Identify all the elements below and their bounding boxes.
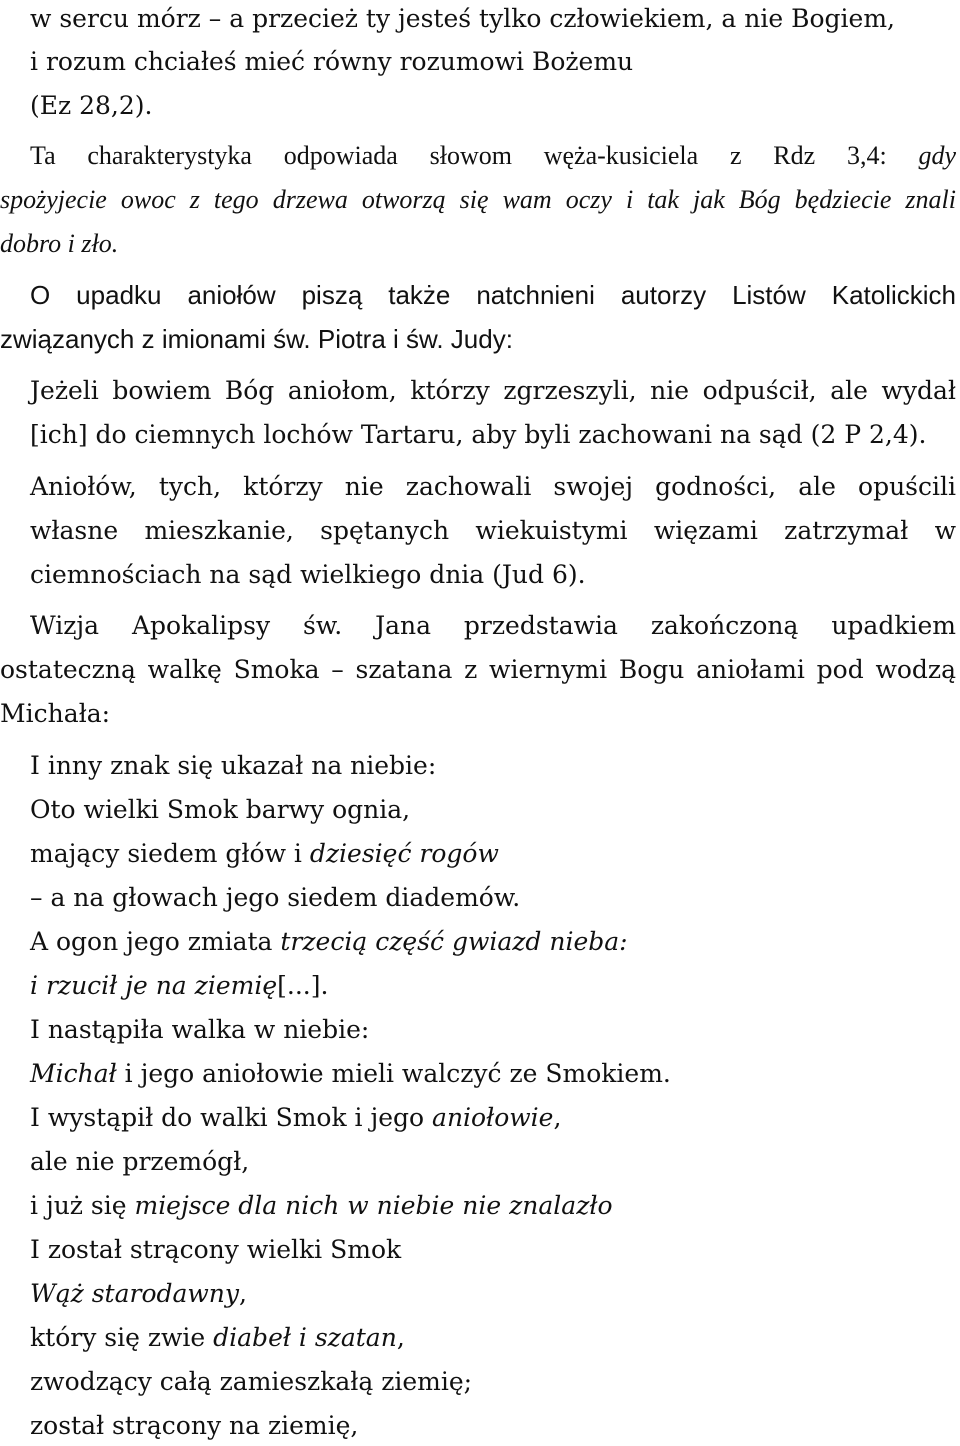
verse-line-6 xyxy=(30,973,328,998)
verse-text: [...]. xyxy=(277,971,329,1000)
quote-jud-line-3: ciemnościach na sąd wielkiego dnia (Jud 6). xyxy=(30,560,586,589)
verse-line-7: I nastąpiła walka w niebie: xyxy=(30,1015,370,1044)
verse-text: A ogon jego zmiata xyxy=(30,927,281,956)
quote-ez-line-3: (Ez 28,2). xyxy=(30,91,153,120)
verse-italic-text: aniołowie xyxy=(432,1103,554,1132)
verse-italic-text: i rzucił je na ziemię xyxy=(30,971,278,1000)
rdz-paragraph-line-3: dobro i zło. xyxy=(0,229,119,258)
verse-line-4: – a na głowach jego siedem diademów. xyxy=(30,883,521,912)
verse-line-8 xyxy=(30,1061,671,1086)
verse-text: mający siedem głów i xyxy=(30,839,310,868)
verse-line-11 xyxy=(30,1193,613,1218)
verse-text: , xyxy=(553,1103,562,1132)
verse-line-10: ale nie przemógł, xyxy=(30,1147,250,1176)
verse-italic-text: miejsce dla nich w niebie nie znalazło xyxy=(134,1191,613,1220)
rdz-paragraph-line-2: spożyjecie owoc z tego drzewa otworzą się wam oczy i tak jak Bóg będziecie znali xyxy=(0,185,956,214)
verse-italic-text: trzecią część gwiazd nieba: xyxy=(280,927,628,956)
letters-paragraph-line-1: O upadku aniołów piszą także natchnieni autorzy Listów Katolickich xyxy=(30,280,956,310)
verse-line-3 xyxy=(30,841,499,866)
verse-text: i jego aniołowie mieli walczyć ze Smokiem. xyxy=(116,1059,671,1088)
verse-text: i już się xyxy=(30,1191,135,1220)
quote-jud-line-2: własne mieszkanie, spętanych wiekuistymi więzami zatrzymał w xyxy=(30,516,956,545)
verse-line-12: I został strącony wielki Smok xyxy=(30,1235,402,1264)
verse-text: I wystąpił do walki Smok i jego xyxy=(30,1103,433,1132)
quote-ez-line-2: i rozum chciałeś mieć równy rozumowi Bożemu xyxy=(30,47,634,76)
verse-line-5 xyxy=(30,929,628,954)
verse-line-16: został strącony na ziemię, xyxy=(30,1411,359,1440)
apocalypse-paragraph-line-3: Michała: xyxy=(0,699,111,728)
rdz-paragraph-line-1 xyxy=(30,143,956,169)
quote-2p-line-1: Jeżeli bowiem Bóg aniołom, którzy zgrzeszyli, nie odpuścił, ale wydał xyxy=(30,376,956,405)
rdz-text: Ta charakterystyka odpowiada słowom węża-kusiciela z Rdz 3,4: xyxy=(30,141,919,170)
verse-text: który się zwie xyxy=(30,1323,214,1352)
verse-line-2: Oto wielki Smok barwy ognia, xyxy=(30,795,411,824)
quote-jud-line-1: Aniołów, tych, którzy nie zachowali swojej godności, ale opuścili xyxy=(30,472,956,501)
verse-italic-text: dziesięć rogów xyxy=(309,839,499,868)
rdz-italic-quote-start: gdy xyxy=(918,141,956,170)
verse-line-9 xyxy=(30,1105,561,1130)
letters-paragraph-line-2: związanych z imionami św. Piotra i św. Judy: xyxy=(0,324,513,354)
quote-ez-line-1: w sercu mórz – a przecież ty jesteś tylko człowiekiem, a nie Bogiem, xyxy=(30,4,895,33)
quote-2p-line-2: [ich] do ciemnych lochów Tartaru, aby byli zachowani na sąd (2 P 2,4). xyxy=(30,420,927,449)
verse-italic-text: Michał xyxy=(30,1059,117,1088)
verse-line-1: I inny znak się ukazał na niebie: xyxy=(30,751,437,780)
verse-text: , xyxy=(239,1279,247,1308)
apocalypse-paragraph-line-1: Wizja Apokalipsy św. Jana przedstawia zakończoną upadkiem xyxy=(30,611,956,640)
verse-line-13 xyxy=(30,1281,247,1306)
apocalypse-paragraph-line-2: ostateczną walkę Smoka – szatana z wiernymi Bogu aniołami pod wodzą xyxy=(0,655,956,684)
verse-line-14 xyxy=(30,1325,405,1350)
verse-text: , xyxy=(396,1323,405,1352)
verse-line-15: zwodzący całą zamieszkałą ziemię; xyxy=(30,1367,473,1396)
verse-italic-text: Wąż starodawny xyxy=(30,1279,240,1308)
verse-italic-text: diabeł i szatan xyxy=(213,1323,397,1352)
